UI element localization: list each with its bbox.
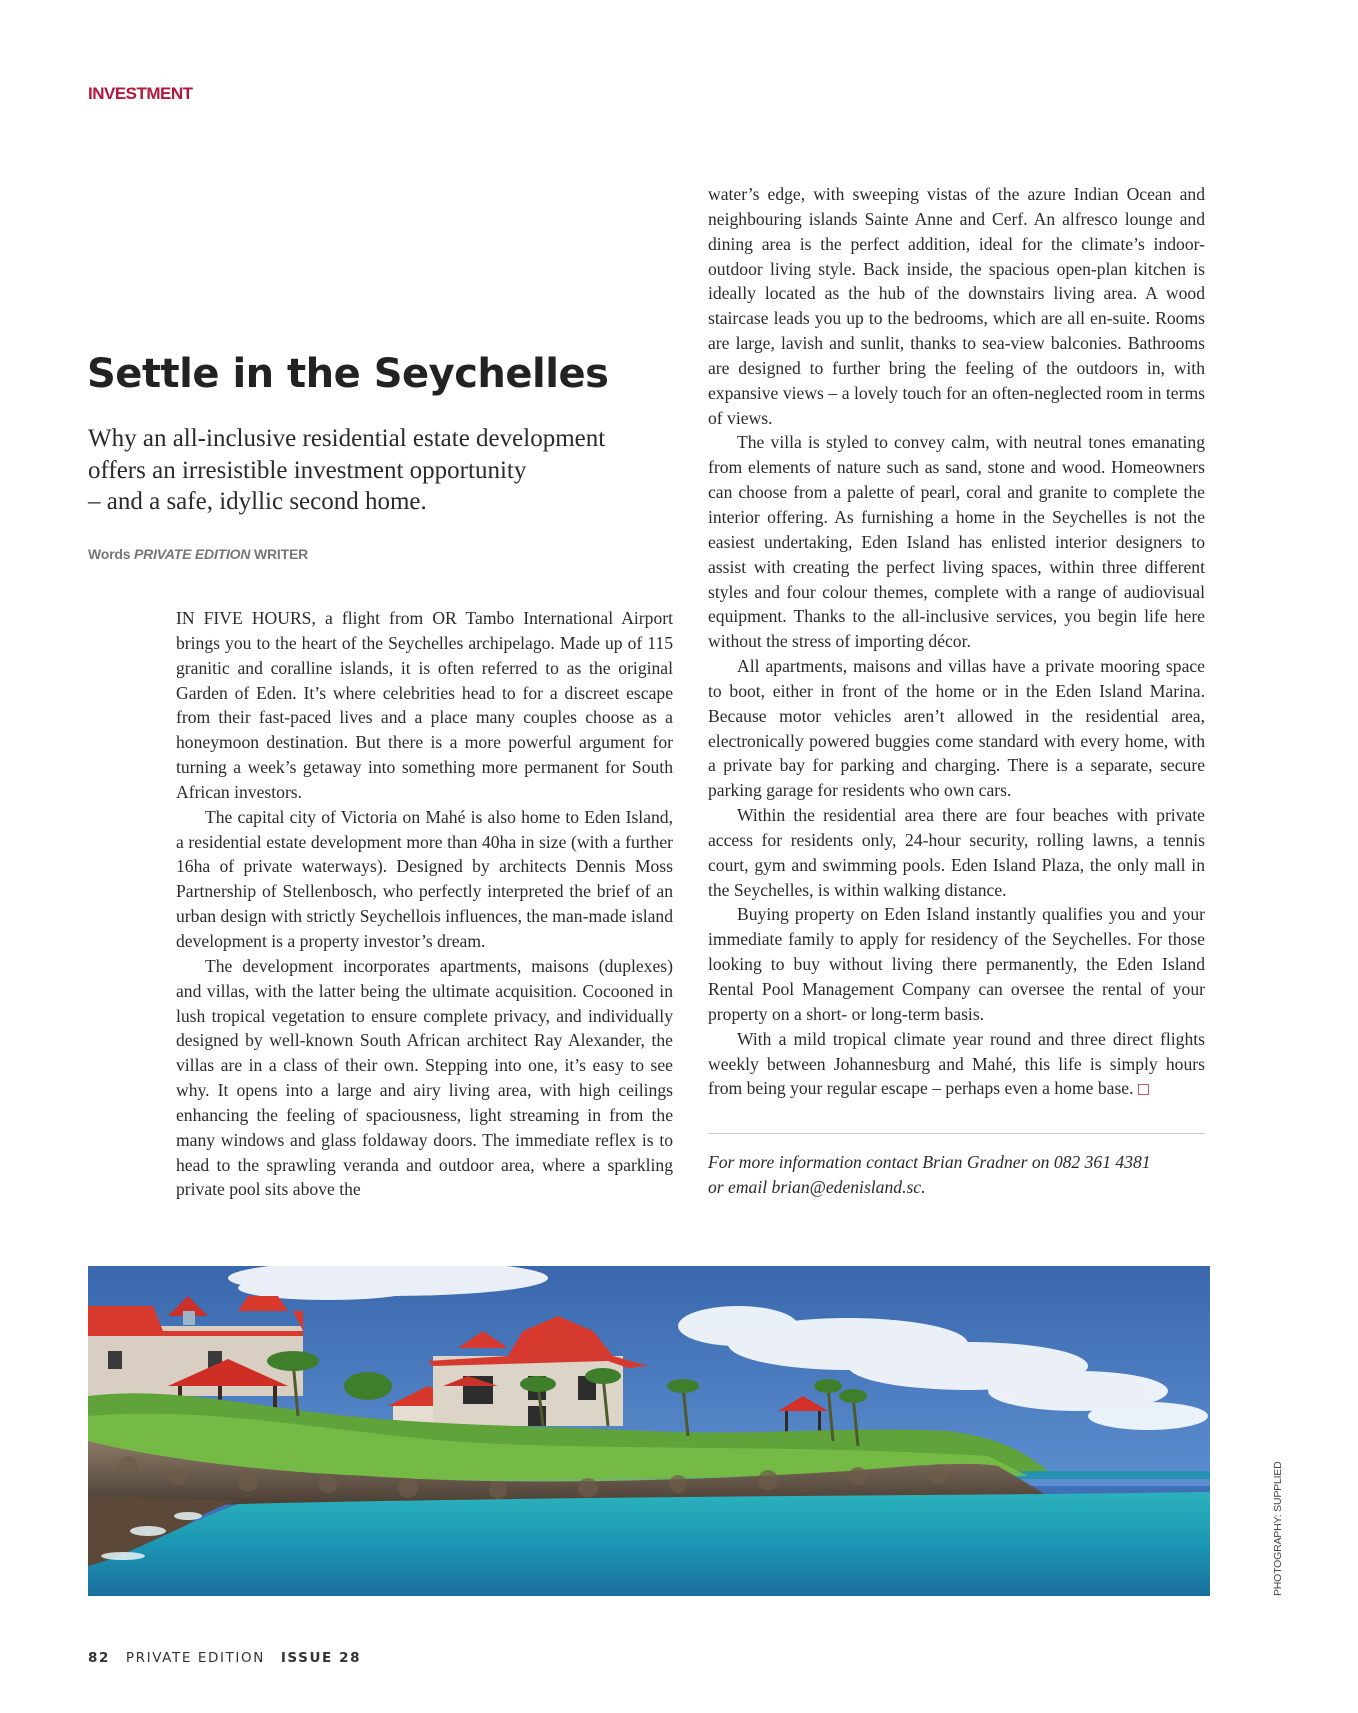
byline — [88, 546, 308, 562]
page-number: 82 — [88, 1650, 110, 1666]
body-paragraph: water’s edge, with sweeping vistas of the azure Indian Ocean and neighbouring islands Sainte Anne and Cerf. An alfresco lounge and dining area is the perfect addition, ideal for the climate’s indoor-outdoor living style. Back inside, the spacious open-plan kitchen is ideally located as the hub of the downstairs living area. A wood staircase leads you up to the bedrooms, which are all en-suite. Rooms are large, lavish and sunlit, thanks to sea-view balconies. Bathrooms are designed to further bring the feeling of the outdoors in, with expansive views – a lovely touch for an often-neglected room in terms of views. — [708, 184, 1205, 428]
photo-credit: PHOTOGRAPHY: SUPPLIED — [1272, 1461, 1284, 1596]
end-of-article-square-icon — [1138, 1084, 1149, 1095]
page-footer — [88, 1650, 361, 1666]
standfirst-line: Why an all-inclusive residential estate development — [88, 425, 606, 452]
standfirst-line: – and a safe, idyllic second home. — [88, 488, 427, 515]
photo-illustration — [88, 1266, 1210, 1596]
body-paragraph: All apartments, maisons and villas have a private mooring space to boot, either in front of the home or in the Eden Island Marina. Because motor vehicles aren’t allowed in the residential area, electronically powered buggies come standard with every home, with a private bay for parking and charging. There is a separate, secure parking garage for residents who own cars. — [708, 656, 1205, 801]
publication-name: PRIVATE EDITION — [125, 1650, 265, 1666]
body-paragraph: Within the residential area there are four beaches with private access for residents only, 24-hour security, rolling lawns, a tennis court, gym and swimming pools. Eden Island Plaza, the only mall in the Seychelles, is within walking distance. — [708, 805, 1205, 900]
issue-number: ISSUE 28 — [280, 1650, 362, 1666]
byline-prefix: Words — [88, 546, 131, 562]
contact-line: or email brian@edenisland.sc. — [708, 1176, 926, 1197]
standfirst-line: offers an irresistible investment opportunity — [88, 456, 527, 484]
body-column-left — [176, 606, 673, 1202]
article-title: Settle in the Seychelles — [87, 351, 609, 397]
body-column-right — [708, 182, 1205, 1101]
section-label: INVESTMENT — [88, 84, 193, 103]
byline-role: WRITER — [254, 546, 309, 562]
body-paragraph: The capital city of Victoria on Mahé is also home to Eden Island, a residential estate development more than 40ha in size (with a further 16ha of private waterways). Designed by architects Dennis Moss Partnership of Stellenbosch, who perfectly interpreted the brief of an urban design with strictly Seychellois influences, the man-made island development is a property investor’s dream. — [176, 806, 673, 951]
article-standfirst — [88, 423, 668, 518]
body-paragraph: IN FIVE HOURS, a flight from OR Tambo International Airport brings you to the heart of the Seychelles archipelago. Made up of 115 granitic and coralline islands, it is often referred to as the original Garden of Eden. It’s where celebrities head to for a discreet escape from their fast-paced lives and a place many couples choose as a honeymoon destination. But there is a more powerful argument for turning a week’s getaway into something more permanent for South African investors. — [176, 608, 673, 802]
byline-author: PRIVATE EDITION — [134, 546, 251, 562]
contact-line: For more information contact Brian Gradner on 082 361 4381 — [708, 1152, 1151, 1172]
body-paragraph: Buying property on Eden Island instantly qualifies you and your immediate family to apply for residency of the Seychelles. For those looking to buy without living there permanently, the Eden Island Rental Pool Management Company can oversee the rental of your property on a short- or long-term basis. — [708, 904, 1205, 1024]
contact-info — [708, 1150, 1205, 1200]
body-paragraph-final — [708, 1027, 1205, 1102]
body-paragraph-text: With a mild tropical climate year round and three direct flights weekly between Johannesburg and Mahé, this life is simply hours from being your regular escape – perhaps even a home base. — [708, 1028, 1205, 1099]
body-paragraph: The villa is styled to convey calm, with neutral tones emanating from elements of nature such as sand, stone and wood. Homeowners can choose from a palette of pearl, coral and granite to complete the interior offering. As furnishing a home in the Seychelles is not the easiest undertaking, Eden Island has enlisted interior designers to assist with creating the perfect living spaces, within three different styles and four colour themes, complete with a range of audiovisual equipment. Thanks to the all-inclusive services, you begin life here without the stress of importing décor. — [708, 432, 1205, 652]
contact-divider — [708, 1133, 1205, 1134]
body-paragraph: The development incorporates apartments, maisons (duplexes) and villas, with the latter being the ultimate acquisition. Cocooned in lush tropical vegetation to ensure complete privacy, and individually designed by well-known South African architect Ray Alexander, the villas are in a class of their own. Stepping into one, it’s easy to see why. It opens into a large and airy living area, with high ceilings enhancing the feeling of spaciousness, light streaming in from the many windows and glass foldaway doors. The immediate reflex is to head to the sprawling veranda and outdoor area, where a sparkling private pool sits above the — [176, 955, 673, 1200]
eden-island-photo — [88, 1266, 1210, 1596]
